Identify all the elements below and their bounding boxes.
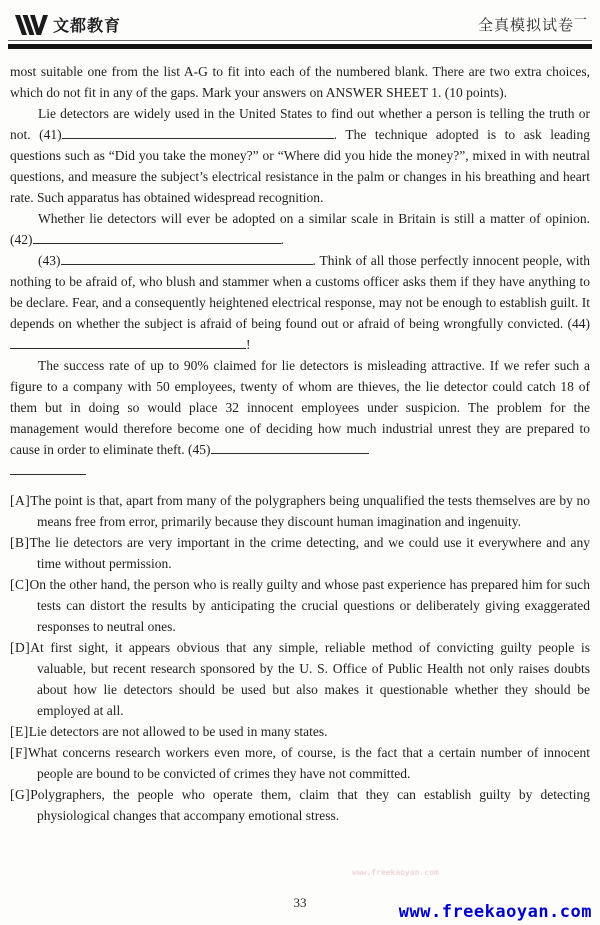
option-text: What concerns research workers even more, of course, is the fact that a certain number of innocent people are bound to be convicted of crimes they have not committed.	[28, 745, 590, 781]
options-list	[10, 490, 590, 826]
watermark-url: www.freekaoyan.com	[398, 902, 592, 922]
paper-title-number: 一	[573, 12, 588, 27]
paragraph: Lie detectors are widely used in the United States to find out whether a person is telling the truth or not. (41) . The technique adopted is to ask leading questions such as “Did you take the money?” or “Where did you hide the money?”, mixed in with neutral questions, and measure the subject’s electrical resistance in the palm or changes in his breathing and heart rate. Such apparatus has obtained widespread recognition.	[10, 106, 590, 205]
blank-44	[10, 336, 246, 349]
watermark-ghost: www.freekaoyan.com	[352, 868, 439, 877]
blank-42	[33, 231, 281, 244]
option-text: The lie detectors are very important in the crime detecting, and we could use it everywhere and any time without permission.	[29, 535, 590, 571]
option-key: [D]	[10, 640, 31, 655]
blank-45-continued	[10, 462, 86, 475]
blank-43	[61, 252, 313, 265]
passage-content	[0, 49, 600, 826]
option-key: [F]	[10, 745, 28, 760]
option-text: At first sight, it appears obvious that any simple, reliable method of convicting guilty people is valuable, but recent research sponsored by the U. S. Office of Public Health not only raises doubts about how lie detectors should be used but also makes it questionable whether they should be employed at all.	[30, 640, 590, 718]
paper-title-text: 全真模拟试卷	[477, 18, 574, 34]
paragraph: Whether lie detectors will ever be adopted on a similar scale in Britain is still a matter of opinion. (42) .	[10, 211, 590, 247]
option-key: [A]	[10, 493, 31, 508]
option-item-D	[10, 637, 590, 721]
option-item-B	[10, 532, 590, 574]
option-item-C	[10, 574, 590, 637]
paragraph: The success rate of up to 90% claimed for lie detectors is misleading attractive. If we refer such a figure to a company with 50 employees, twenty of whom are thieves, the lie detector could catch 18 of them but in doing so would place 32 innocent employees under suspicion. The problem for the management would therefore become one of deciding how much industrial unrest they are prepared to cause in order to eliminate theft. (45)	[10, 355, 590, 481]
paper-title	[478, 9, 588, 36]
option-item-F	[10, 742, 590, 784]
option-key: [G]	[10, 787, 31, 802]
header-rule	[8, 40, 592, 49]
option-item-G	[10, 784, 590, 826]
option-key: [E]	[10, 724, 29, 739]
option-item-A	[10, 490, 590, 532]
blank-45	[211, 441, 369, 454]
paragraph: most suitable one from the list A-G to fit into each of the numbered blank. There are two extra choices, which do not fit in any of the gaps. Mark your answers on ANSWER SHEET 1. (10 points).	[10, 64, 590, 100]
body-paragraphs	[10, 61, 590, 481]
option-key: [C]	[10, 577, 30, 592]
wendu-w-logo-icon	[14, 15, 48, 35]
paragraph: (43) . Think of all those perfectly innocent people, with nothing to be afraid of, who blush and stammer when a customs officer asks them if they have anything to be declare. Fear, and a consequently heightened electrical response, may not be enough to establish guilt. It depends on whether the subject is afraid of being found out or afraid of being wrongfully convicted. (44)!	[10, 253, 590, 352]
page-header	[0, 0, 600, 36]
option-text: Polygraphers, the people who operate them, claim that they can establish guilty by detecting physiological changes that accompany emotional stress.	[30, 787, 590, 823]
blank-41	[62, 126, 334, 139]
option-item-E	[10, 721, 590, 742]
brand	[14, 13, 121, 36]
option-text: Lie detectors are not allowed to be used in many states.	[28, 724, 328, 739]
brand-name: 文都教育	[53, 18, 122, 35]
option-text: The point is that, apart from many of the polygraphers being unqualified the tests themselves are by no means free from error, primarily because they discount human imagination and ingenuity.	[30, 493, 590, 529]
option-text: On the other hand, the person who is really guilty and whose past experience has prepared him for such tests can distort the results by anticipating the crucial questions or deliberately giving exaggerated responses to neutral ones.	[29, 577, 590, 634]
page-number: 33	[293, 895, 307, 910]
option-key: [B]	[10, 535, 30, 550]
